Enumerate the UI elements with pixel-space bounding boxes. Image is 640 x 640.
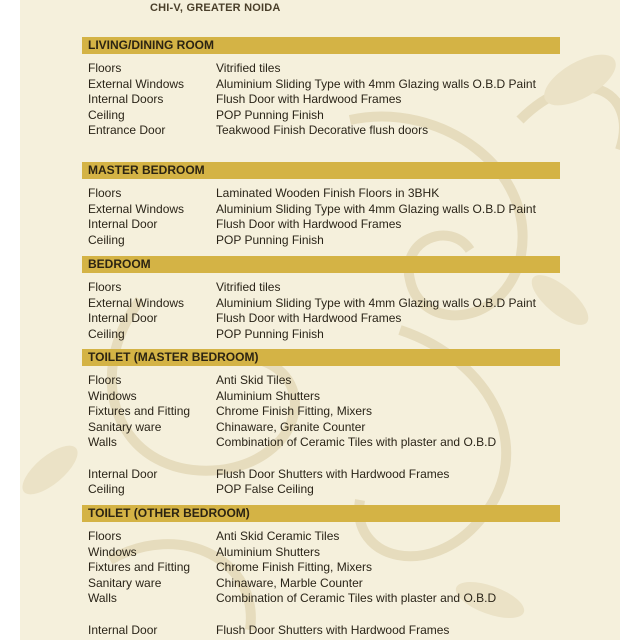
spec-label: External Windows bbox=[88, 76, 185, 91]
section-title: BEDROOM bbox=[82, 256, 560, 273]
spec-row bbox=[82, 186, 560, 202]
spec-row bbox=[82, 311, 560, 327]
spec-label: Internal Door bbox=[88, 466, 158, 481]
spec-row bbox=[82, 280, 560, 296]
spec-row bbox=[82, 435, 560, 451]
spec-value: Chrome Finish Fitting, Mixers bbox=[216, 404, 373, 419]
spec-label: Entrance Door bbox=[88, 123, 166, 138]
spec-row bbox=[82, 108, 560, 124]
spec-row bbox=[82, 482, 560, 498]
spec-label: Windows bbox=[88, 544, 137, 559]
spec-label: Floors bbox=[88, 186, 122, 200]
spec-value: Laminated Wooden Finish Floors in 3BHK bbox=[216, 186, 440, 200]
spec-label: Internal Door bbox=[88, 311, 158, 326]
project-location: CHI-V, GREATER NOIDA bbox=[150, 2, 281, 14]
section-bedroom bbox=[82, 256, 560, 342]
spec-page bbox=[20, 0, 620, 640]
spec-value: Combination of Ceramic Tiles with plaster and O.B.D bbox=[216, 435, 497, 450]
spec-value: Chinaware, Marble Counter bbox=[216, 575, 363, 590]
spec-row bbox=[82, 545, 560, 561]
spec-row bbox=[82, 529, 560, 545]
spec-value: Flush Door with Hardwood Frames bbox=[216, 92, 402, 107]
spec-row bbox=[82, 623, 560, 639]
spec-row bbox=[82, 591, 560, 607]
spec-value: Chinaware, Granite Counter bbox=[216, 419, 366, 434]
spec-label: Ceiling bbox=[88, 326, 125, 341]
spec-value: POP False Ceiling bbox=[216, 482, 314, 497]
spec-label: Floors bbox=[88, 373, 122, 387]
spec-label: Sanitary ware bbox=[88, 419, 162, 434]
spec-label: Windows bbox=[88, 388, 137, 403]
spec-label: Ceiling bbox=[88, 107, 125, 122]
spec-label: Internal Door bbox=[88, 217, 158, 232]
spec-label: Internal Doors bbox=[88, 92, 164, 107]
spec-label: Ceiling bbox=[88, 232, 125, 247]
spec-row bbox=[82, 61, 560, 77]
spec-label: Sanitary ware bbox=[88, 575, 162, 590]
section-toilet-master-bedroom bbox=[82, 349, 560, 498]
spec-value: Flush Door Shutters with Hardwood Frames bbox=[216, 622, 450, 637]
spec-value: Combination of Ceramic Tiles with plaster and O.B.D bbox=[216, 591, 497, 606]
spec-value: POP Punning Finish bbox=[216, 107, 324, 122]
spec-label: Ceiling bbox=[88, 482, 125, 497]
spec-value: Flush Door with Hardwood Frames bbox=[216, 217, 402, 232]
spec-value: Aluminium Shutters bbox=[216, 544, 321, 559]
spec-value: POP Punning Finish bbox=[216, 232, 324, 247]
spec-row bbox=[82, 467, 560, 483]
spec-label: External Windows bbox=[88, 295, 185, 310]
spec-row bbox=[82, 389, 560, 405]
spec-row bbox=[82, 217, 560, 233]
spec-label: Internal Door bbox=[88, 622, 158, 637]
spec-label: Floors bbox=[88, 529, 122, 543]
spec-value: Anti Skid Ceramic Tiles bbox=[216, 529, 340, 543]
spec-value: Chrome Finish Fitting, Mixers bbox=[216, 560, 373, 575]
spec-value: Aluminium Sliding Type with 4mm Glazing walls O.B.D Paint bbox=[216, 201, 536, 216]
spec-value: POP Punning Finish bbox=[216, 326, 324, 341]
spec-row bbox=[82, 373, 560, 389]
spec-value: Aluminium Sliding Type with 4mm Glazing walls O.B.D Paint bbox=[216, 295, 536, 310]
section-toilet-other-bedroom bbox=[82, 505, 560, 638]
spec-row bbox=[82, 560, 560, 576]
spec-row bbox=[82, 77, 560, 93]
section-title: TOILET (MASTER BEDROOM) bbox=[82, 349, 560, 366]
spec-label: Floors bbox=[88, 280, 122, 294]
spec-row bbox=[82, 92, 560, 108]
spec-row bbox=[82, 327, 560, 343]
spec-value: Teakwood Finish Decorative flush doors bbox=[216, 123, 429, 138]
spec-label: External Windows bbox=[88, 201, 185, 216]
spec-row bbox=[82, 296, 560, 312]
spec-row bbox=[82, 404, 560, 420]
spec-value: Flush Door with Hardwood Frames bbox=[216, 311, 402, 326]
spec-value: Flush Door Shutters with Hardwood Frames bbox=[216, 466, 450, 481]
spec-value: Aluminium Sliding Type with 4mm Glazing walls O.B.D Paint bbox=[216, 76, 536, 91]
section-title: LIVING/DINING ROOM bbox=[82, 37, 560, 54]
spec-label: Walls bbox=[88, 435, 117, 450]
spec-value: Aluminium Shutters bbox=[216, 388, 321, 403]
spec-value: Vitrified tiles bbox=[216, 61, 281, 75]
spec-value: Anti Skid Tiles bbox=[216, 373, 292, 387]
spec-row bbox=[82, 202, 560, 218]
section-title: MASTER BEDROOM bbox=[82, 162, 560, 179]
spec-label: Floors bbox=[88, 61, 122, 75]
section-living-dining bbox=[82, 37, 560, 139]
spec-label: Fixtures and Fitting bbox=[88, 404, 191, 419]
spec-label: Walls bbox=[88, 591, 117, 606]
section-title: TOILET (OTHER BEDROOM) bbox=[82, 505, 560, 522]
section-master-bedroom bbox=[82, 162, 560, 248]
spec-row bbox=[82, 576, 560, 592]
spec-label: Fixtures and Fitting bbox=[88, 560, 191, 575]
spec-value: Vitrified tiles bbox=[216, 280, 281, 294]
spec-row bbox=[82, 233, 560, 249]
spec-row bbox=[82, 123, 560, 139]
spec-row bbox=[82, 420, 560, 436]
